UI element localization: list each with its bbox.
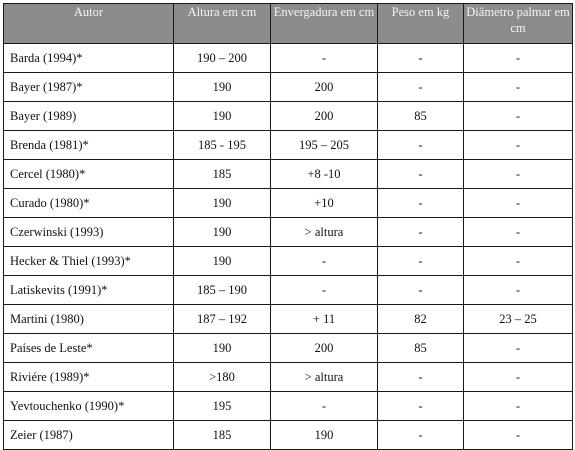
cell-autor: Hecker & Thiel (1993)* bbox=[4, 247, 174, 276]
cell-diametro-palmar: - bbox=[464, 421, 573, 450]
cell-peso: - bbox=[378, 276, 464, 305]
cell-autor: Czerwinski (1993) bbox=[4, 218, 174, 247]
cell-peso: - bbox=[378, 421, 464, 450]
cell-peso: - bbox=[378, 73, 464, 102]
cell-diametro-palmar: - bbox=[464, 73, 573, 102]
cell-autor: Países de Leste* bbox=[4, 334, 174, 363]
cell-diametro-palmar: - bbox=[464, 334, 573, 363]
anthropometric-table bbox=[3, 3, 573, 450]
cell-diametro-palmar: - bbox=[464, 363, 573, 392]
cell-diametro-palmar: - bbox=[464, 392, 573, 421]
cell-diametro-palmar: - bbox=[464, 102, 573, 131]
cell-altura: 190 bbox=[174, 218, 271, 247]
header-envergadura: Envergadura em cm bbox=[271, 4, 378, 44]
cell-altura: 195 bbox=[174, 392, 271, 421]
cell-autor: Martini (1980) bbox=[4, 305, 174, 334]
cell-autor: Yevtouchenko (1990)* bbox=[4, 392, 174, 421]
table-row bbox=[4, 160, 573, 189]
table-row bbox=[4, 189, 573, 218]
table-row bbox=[4, 218, 573, 247]
table-row bbox=[4, 276, 573, 305]
cell-altura: 190 bbox=[174, 334, 271, 363]
cell-autor: Riviére (1989)* bbox=[4, 363, 174, 392]
table-row bbox=[4, 44, 573, 73]
cell-altura: 185 – 190 bbox=[174, 276, 271, 305]
cell-diametro-palmar: - bbox=[464, 218, 573, 247]
header-diametro-palmar: Diâmetro palmar em cm bbox=[464, 4, 573, 44]
cell-envergadura: 195 – 205 bbox=[271, 131, 378, 160]
table-row bbox=[4, 247, 573, 276]
cell-altura: 190 bbox=[174, 102, 271, 131]
header-autor: Autor bbox=[4, 4, 174, 44]
table-row bbox=[4, 102, 573, 131]
cell-peso: - bbox=[378, 363, 464, 392]
cell-peso: - bbox=[378, 392, 464, 421]
cell-altura: 190 bbox=[174, 247, 271, 276]
header-peso: Peso em kg bbox=[378, 4, 464, 44]
cell-autor: Cercel (1980)* bbox=[4, 160, 174, 189]
cell-diametro-palmar: - bbox=[464, 247, 573, 276]
cell-envergadura: + 11 bbox=[271, 305, 378, 334]
cell-envergadura: 200 bbox=[271, 334, 378, 363]
cell-diametro-palmar: - bbox=[464, 131, 573, 160]
cell-envergadura: 200 bbox=[271, 73, 378, 102]
cell-diametro-palmar: - bbox=[464, 160, 573, 189]
cell-peso: 85 bbox=[378, 334, 464, 363]
cell-peso: - bbox=[378, 131, 464, 160]
cell-autor: Latiskevits (1991)* bbox=[4, 276, 174, 305]
cell-peso: - bbox=[378, 44, 464, 73]
cell-autor: Curado (1980)* bbox=[4, 189, 174, 218]
cell-autor: Zeier (1987) bbox=[4, 421, 174, 450]
cell-envergadura: - bbox=[271, 247, 378, 276]
table-row bbox=[4, 131, 573, 160]
cell-altura: >180 bbox=[174, 363, 271, 392]
table-header bbox=[4, 4, 573, 44]
cell-altura: 185 bbox=[174, 421, 271, 450]
cell-autor: Bayer (1989) bbox=[4, 102, 174, 131]
cell-altura: 190 – 200 bbox=[174, 44, 271, 73]
header-altura: Altura em cm bbox=[174, 4, 271, 44]
cell-envergadura: 190 bbox=[271, 421, 378, 450]
cell-envergadura: > altura bbox=[271, 218, 378, 247]
cell-envergadura: - bbox=[271, 392, 378, 421]
cell-peso: 85 bbox=[378, 102, 464, 131]
table-row bbox=[4, 305, 573, 334]
cell-diametro-palmar: - bbox=[464, 276, 573, 305]
cell-altura: 190 bbox=[174, 73, 271, 102]
cell-envergadura: 200 bbox=[271, 102, 378, 131]
cell-peso: 82 bbox=[378, 305, 464, 334]
cell-envergadura: +10 bbox=[271, 189, 378, 218]
cell-autor: Bayer (1987)* bbox=[4, 73, 174, 102]
cell-altura: 185 - 195 bbox=[174, 131, 271, 160]
cell-envergadura: - bbox=[271, 276, 378, 305]
cell-peso: - bbox=[378, 247, 464, 276]
cell-altura: 187 – 192 bbox=[174, 305, 271, 334]
cell-envergadura: > altura bbox=[271, 363, 378, 392]
cell-peso: - bbox=[378, 160, 464, 189]
cell-envergadura: +8 -10 bbox=[271, 160, 378, 189]
table-row bbox=[4, 334, 573, 363]
cell-diametro-palmar: - bbox=[464, 44, 573, 73]
cell-altura: 185 bbox=[174, 160, 271, 189]
cell-envergadura: - bbox=[271, 44, 378, 73]
table-row bbox=[4, 73, 573, 102]
cell-diametro-palmar: - bbox=[464, 189, 573, 218]
cell-peso: - bbox=[378, 189, 464, 218]
table-row bbox=[4, 421, 573, 450]
cell-autor: Barda (1994)* bbox=[4, 44, 174, 73]
cell-altura: 190 bbox=[174, 189, 271, 218]
cell-autor: Brenda (1981)* bbox=[4, 131, 174, 160]
cell-peso: - bbox=[378, 218, 464, 247]
header-row bbox=[4, 4, 573, 44]
table-body bbox=[4, 44, 573, 450]
cell-diametro-palmar: 23 – 25 bbox=[464, 305, 573, 334]
table-row bbox=[4, 392, 573, 421]
table-row bbox=[4, 363, 573, 392]
